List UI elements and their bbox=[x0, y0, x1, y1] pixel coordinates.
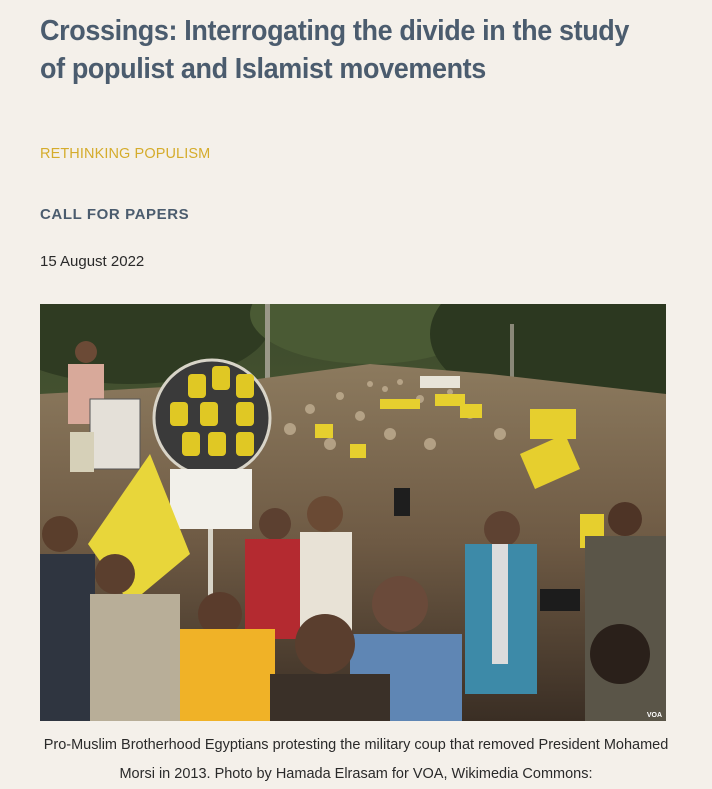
publication-date: 15 August 2022 bbox=[40, 253, 145, 270]
photo-caption: Pro-Muslim Brotherhood Egyptians protesting the military coup that removed President Mohamed Morsi in 2013. Photo by Hamada Elrasam for VOA, Wikimedia Commons: bbox=[43, 737, 669, 782]
article-photo bbox=[40, 304, 666, 721]
article-title: Crossings: Interrogating the divide in the study of populist and Islamist movements bbox=[40, 15, 630, 85]
article-type-label: CALL FOR PAPERS bbox=[40, 206, 190, 223]
category-link[interactable]: RETHINKING POPULISM bbox=[40, 146, 211, 162]
photo-watermark: VOA bbox=[646, 712, 662, 719]
protest-photo-illustration bbox=[40, 304, 666, 721]
